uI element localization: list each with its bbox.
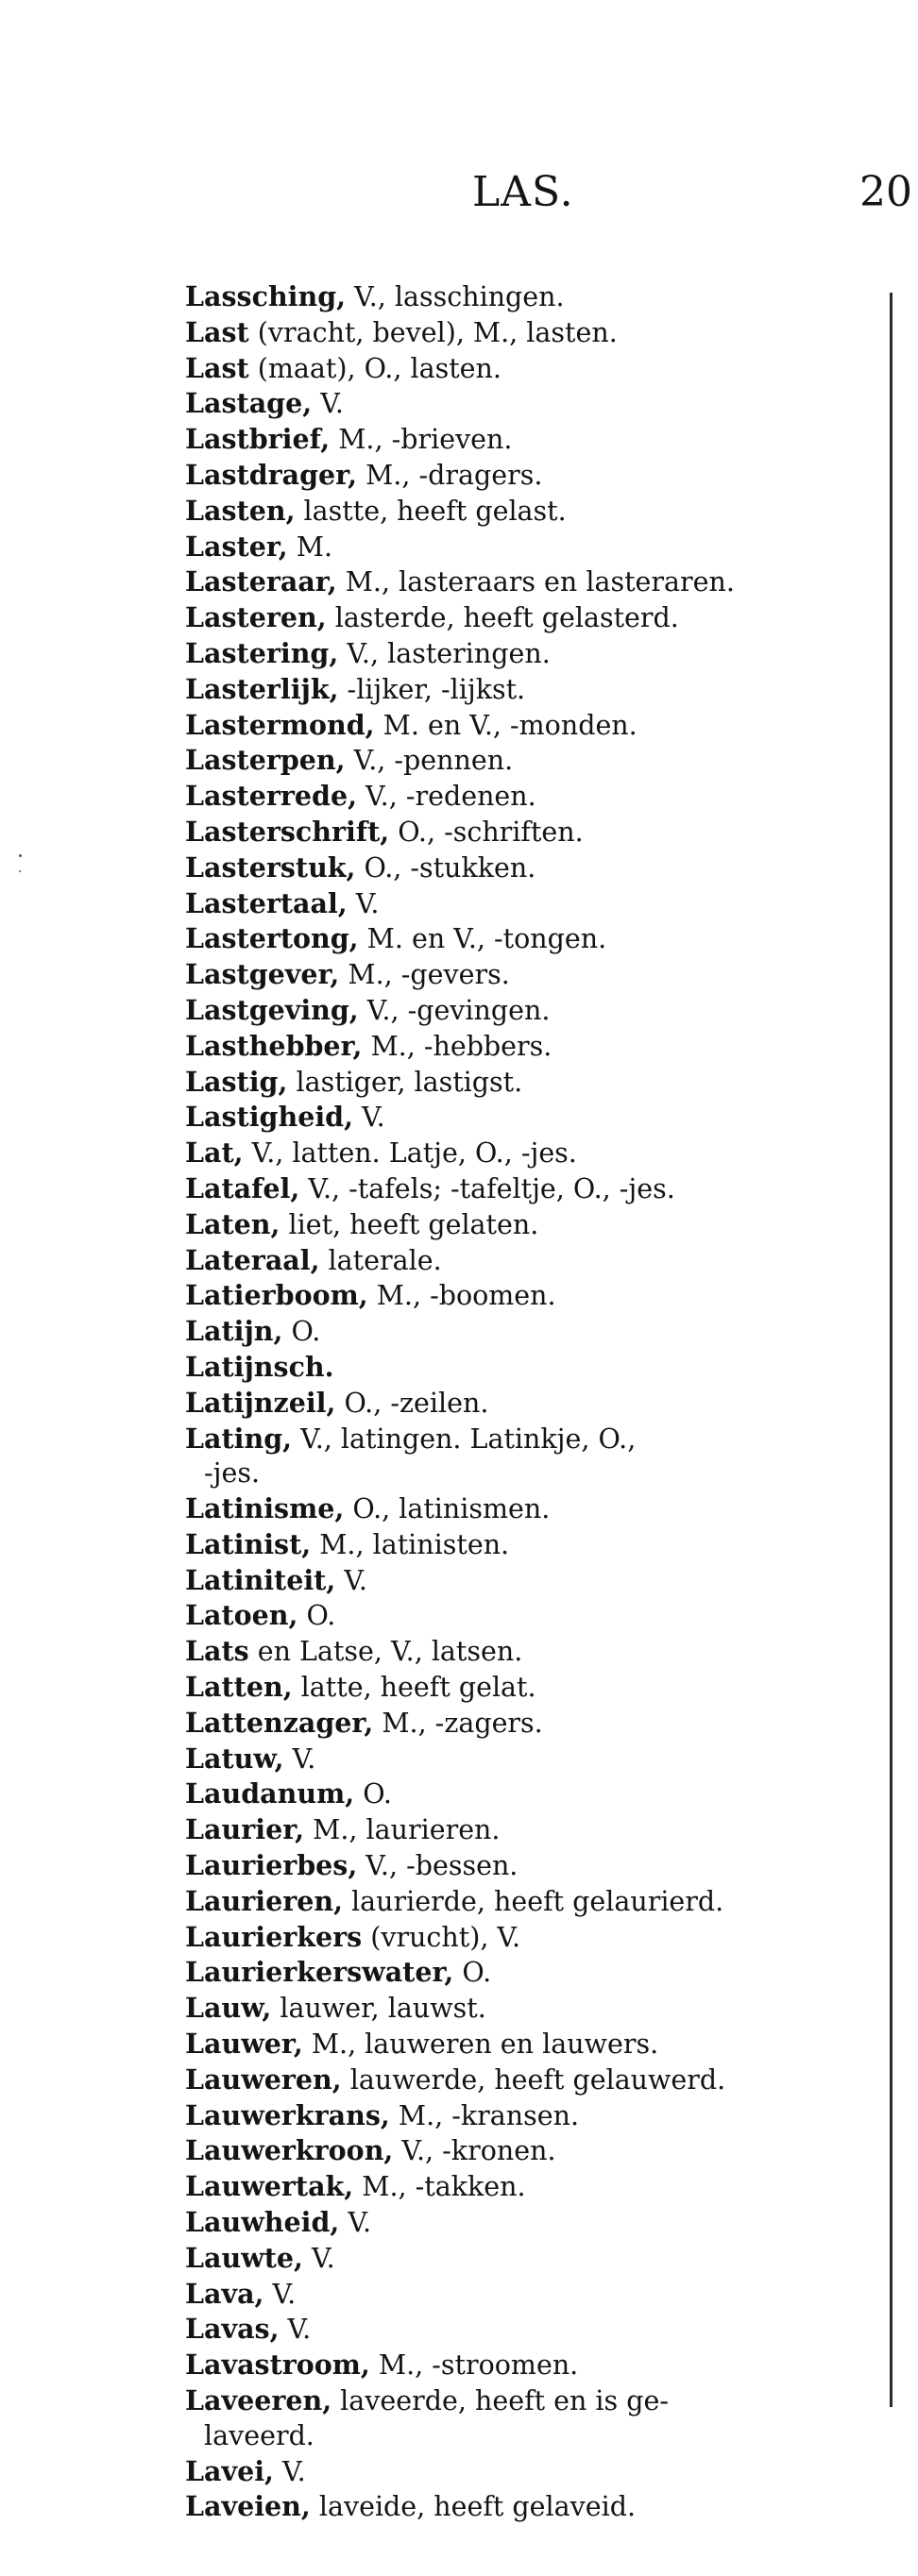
dictionary-entry <box>185 1491 875 1527</box>
entry-headword: Latijn, <box>185 1315 283 1348</box>
entry-definition: lastte, heeft gelast. <box>295 495 567 527</box>
dictionary-entry <box>185 1848 875 1884</box>
entry-definition: V. <box>302 2242 335 2274</box>
entry-headword: Lasterlijk, <box>185 672 339 705</box>
entry-headword: Lasthebber, <box>185 1029 363 1062</box>
entry-definition: V., -tafels; -tafeltje, O., -jes. <box>299 1172 675 1204</box>
entry-definition: V., -redenen. <box>357 781 536 813</box>
entry-definition: V., latten. Latje, O., -jes. <box>243 1137 577 1170</box>
entry-definition: V., -bessen. <box>357 1850 518 1882</box>
entry-headword: Laurierkerswater, <box>185 1956 454 1989</box>
entry-definition: lauwerde, heeft gelauwerd. <box>341 2063 726 2096</box>
dictionary-entry <box>185 2205 875 2241</box>
dictionary-entry <box>185 672 875 708</box>
dictionary-entry <box>185 636 875 672</box>
entry-definition: M., -dragers. <box>357 459 543 491</box>
dictionary-entry <box>185 1670 875 1706</box>
entry-headword: Laurierkers <box>185 1920 363 1953</box>
entry-headword: Lastgeving, <box>185 993 359 1026</box>
entry-headword: Lastbrief, <box>185 423 331 456</box>
entry-headword: Latijnzeil, <box>185 1386 336 1419</box>
dictionary-entry <box>185 315 875 351</box>
entry-definition: M., -takken. <box>353 2171 526 2203</box>
dictionary-entry-list <box>185 279 875 2525</box>
dictionary-entry <box>185 494 875 530</box>
entry-headword: Latafel, <box>185 1171 300 1204</box>
entry-headword: Lateraal, <box>185 1243 320 1276</box>
entry-headword: Latierboom, <box>185 1279 368 1312</box>
entry-definition: M., -kransen. <box>389 2099 580 2131</box>
dictionary-entry <box>185 1776 875 1812</box>
dictionary-entry <box>185 1812 875 1848</box>
entry-definition: V. <box>335 1564 367 1596</box>
entry-headword: Laudanum, <box>185 1777 355 1810</box>
dictionary-entry <box>185 2062 875 2098</box>
dictionary-entry <box>185 1527 875 1563</box>
dictionary-entry <box>185 921 875 957</box>
dictionary-entry <box>185 2241 875 2277</box>
dictionary-entry <box>185 1920 875 1956</box>
entry-headword: Lauwheid, <box>185 2206 340 2239</box>
entry-headword: Lavastroom, <box>185 2349 370 2382</box>
entry-definition: (vracht, bevel), M., lasten. <box>248 316 618 348</box>
dictionary-entry <box>185 850 875 886</box>
dictionary-entry <box>185 2454 875 2490</box>
entry-definition: (maat), O., lasten. <box>248 352 502 384</box>
dictionary-entry <box>185 1955 875 1991</box>
entry-headword: Laveien, <box>185 2490 311 2523</box>
dictionary-entry <box>185 815 875 850</box>
entry-definition: (vrucht), V. <box>362 1921 521 1953</box>
entry-headword: Lauwte, <box>185 2241 303 2274</box>
entry-headword: Lattenzager, <box>185 1706 374 1739</box>
entry-definition: O. <box>298 1600 336 1632</box>
entry-headword: Lastdrager, <box>185 458 358 491</box>
entry-definition: V., -gevingen. <box>358 994 551 1026</box>
entry-definition: V. <box>312 388 344 420</box>
entry-definition: O., -zeilen. <box>335 1387 489 1419</box>
dictionary-entry <box>185 600 875 636</box>
entry-definition: -lijker, -lijkst. <box>338 673 526 705</box>
entry-definition: M. en V., -tongen. <box>358 923 607 955</box>
entry-headword: Latinist, <box>185 1527 312 1560</box>
entry-definition: V., -pennen. <box>345 745 514 777</box>
entry-definition: O., -schriften. <box>389 816 584 848</box>
dictionary-entry <box>185 1563 875 1599</box>
dictionary-entry <box>185 1706 875 1742</box>
entry-definition: laurierde, heeft gelaurierd. <box>343 1885 724 1917</box>
entry-headword: Lasteraar, <box>185 565 337 598</box>
entry-definition: lauwer, lauwst. <box>271 1993 486 2025</box>
entry-definition: V., lasschingen. <box>346 281 565 312</box>
dictionary-entry <box>185 458 875 494</box>
dictionary-entry <box>185 1742 875 1777</box>
entry-definition: en Latse, V., latsen. <box>248 1636 523 1668</box>
entry-definition: M., -gevers. <box>339 959 510 991</box>
dictionary-entry <box>185 386 875 422</box>
dictionary-entry <box>185 1278 875 1314</box>
dictionary-entry <box>185 351 875 387</box>
entry-definition: V. <box>339 2207 372 2239</box>
entry-definition: V., lasteringen. <box>338 637 551 669</box>
entry-headword: Lastertaal, <box>185 886 348 919</box>
entry-headword: Lasterschrift, <box>185 815 390 848</box>
scan-speck <box>19 870 21 872</box>
entry-definition: V. <box>279 2314 312 2346</box>
dictionary-entry <box>185 957 875 993</box>
dictionary-entry <box>185 1884 875 1920</box>
entry-definition: O., -stukken. <box>355 851 536 884</box>
entry-headword: Lastig, <box>185 1065 288 1098</box>
entry-definition: M., -zagers. <box>373 1707 543 1739</box>
dictionary-entry <box>185 1314 875 1350</box>
page-title: LAS. <box>472 168 574 216</box>
entry-headword: Latuw, <box>185 1742 284 1775</box>
dictionary-entry <box>185 1136 875 1171</box>
entry-definition: O., latinismen. <box>344 1493 551 1525</box>
entry-headword: Lauwerkrans, <box>185 2098 390 2131</box>
entry-headword: Laster, <box>185 530 288 563</box>
entry-headword: Latten, <box>185 1671 293 1704</box>
entry-headword: Lauw, <box>185 1992 272 2025</box>
entry-headword: Lastermond, <box>185 708 375 741</box>
entry-headword: Latijnsch. <box>185 1350 334 1383</box>
dictionary-entry <box>185 564 875 600</box>
entry-definition: V. <box>273 2455 306 2487</box>
dictionary-entry <box>185 2277 875 2313</box>
entry-definition: V., -kronen. <box>393 2135 556 2167</box>
dictionary-entry <box>185 2169 875 2205</box>
dictionary-entry <box>185 1029 875 1065</box>
dictionary-entry <box>185 743 875 779</box>
dictionary-entry <box>185 2098 875 2134</box>
entry-definition: O. <box>453 1957 492 1989</box>
entry-headword: Latoen, <box>185 1599 298 1632</box>
dictionary-entry <box>185 1386 875 1422</box>
entry-headword: Laveeren, <box>185 2384 332 2417</box>
entry-definition: M. <box>287 530 333 563</box>
entry-headword: Latiniteit, <box>185 1563 336 1596</box>
entry-definition: M. en V., -monden. <box>374 709 638 741</box>
column-rule <box>890 293 892 2407</box>
entry-definition: V. <box>264 2278 297 2310</box>
entry-headword: Lasten, <box>185 494 296 527</box>
entry-headword: Lavei, <box>185 2454 274 2487</box>
entry-definition: liet, heeft gelaten. <box>280 1208 539 1240</box>
dictionary-entry <box>185 1243 875 1279</box>
dictionary-entry <box>185 2348 875 2383</box>
entry-definition: M., -hebbers. <box>362 1030 552 1062</box>
dictionary-entry <box>185 1207 875 1243</box>
entry-headword: Last <box>185 351 249 384</box>
dictionary-entry <box>185 2489 875 2525</box>
entry-headword: Laurier, <box>185 1813 305 1846</box>
entry-definition: M., -brieven. <box>330 424 513 456</box>
entry-definition: laveide, heeft gelaveid. <box>310 2491 637 2523</box>
entry-headword: Lats <box>185 1635 249 1668</box>
entry-headword: Lastertong, <box>185 922 359 955</box>
entry-headword: Lauwertak, <box>185 2170 354 2203</box>
entry-definition: M., lauweren en lauwers. <box>302 2029 659 2061</box>
dictionary-entry <box>185 1422 875 1492</box>
dictionary-entry <box>185 1991 875 2027</box>
entry-headword: Laurieren, <box>185 1884 343 1917</box>
running-header <box>0 168 918 225</box>
entry-definition: O. <box>354 1778 392 1810</box>
dictionary-entry <box>185 993 875 1029</box>
dictionary-entry <box>185 1350 875 1386</box>
entry-definition: V., latingen. Latinkje, O., <box>292 1423 637 1455</box>
entry-headword: Lastgever, <box>185 958 340 991</box>
dictionary-entry <box>185 279 875 315</box>
entry-headword: Lasterrede, <box>185 780 357 813</box>
entry-continuation: -jes. <box>204 1457 261 1490</box>
page-number: 20 <box>859 168 912 216</box>
dictionary-entry <box>185 1598 875 1634</box>
entry-definition: V. <box>347 887 380 919</box>
entry-definition: latte, heeft gelat. <box>292 1672 536 1704</box>
entry-definition: V. <box>353 1102 385 1134</box>
entry-headword: Lasterpen, <box>185 744 346 777</box>
entry-headword: Laten, <box>185 1207 280 1240</box>
dictionary-entry <box>185 1634 875 1670</box>
dictionary-entry <box>185 2027 875 2062</box>
dictionary-entry <box>185 1100 875 1136</box>
entry-definition: laterale. <box>319 1244 442 1276</box>
dictionary-entry <box>185 779 875 815</box>
entry-headword: Lavas, <box>185 2313 280 2346</box>
entry-headword: Lastage, <box>185 387 313 420</box>
entry-definition: M., -boomen. <box>367 1280 556 1312</box>
entry-headword: Lava, <box>185 2277 264 2310</box>
dictionary-entry <box>185 1065 875 1101</box>
entry-headword: Lasteren, <box>185 601 327 634</box>
entry-definition: M., lasteraars en lasteraren. <box>336 566 735 598</box>
entry-headword: Lating, <box>185 1422 293 1455</box>
entry-definition: M., laurieren. <box>304 1814 501 1846</box>
entry-headword: Lastigheid, <box>185 1101 353 1134</box>
dictionary-entry <box>185 422 875 458</box>
entry-headword: Lauwer, <box>185 2028 303 2061</box>
entry-definition: M., -stroomen. <box>369 2349 579 2382</box>
entry-headword: Lasterstuk, <box>185 850 356 884</box>
dictionary-entry <box>185 2312 875 2348</box>
entry-headword: Lastering, <box>185 636 339 669</box>
entry-headword: Last <box>185 315 249 348</box>
scan-speck <box>19 854 22 857</box>
entry-definition: O. <box>282 1316 321 1348</box>
entry-definition: lasterde, heeft gelasterd. <box>326 602 679 634</box>
entry-headword: Latinisme, <box>185 1492 345 1525</box>
dictionary-entry <box>185 886 875 922</box>
entry-definition: V. <box>283 1743 316 1775</box>
entry-headword: Lauwerkroon, <box>185 2134 394 2167</box>
dictionary-entry <box>185 1171 875 1207</box>
dictionary-entry <box>185 2133 875 2169</box>
entry-headword: Lauweren, <box>185 2062 342 2096</box>
entry-definition: laveerde, heeft en is ge- <box>332 2385 669 2417</box>
entry-headword: Lat, <box>185 1136 244 1170</box>
dictionary-entry <box>185 530 875 565</box>
dictionary-entry <box>185 2383 875 2454</box>
entry-headword: Lassching, <box>185 280 347 312</box>
entry-continuation: laveerd. <box>204 2419 314 2451</box>
entry-definition: M., latinisten. <box>311 1528 510 1560</box>
entry-definition: lastiger, lastigst. <box>287 1066 523 1098</box>
dictionary-entry <box>185 708 875 744</box>
entry-headword: Laurierbes, <box>185 1849 358 1882</box>
